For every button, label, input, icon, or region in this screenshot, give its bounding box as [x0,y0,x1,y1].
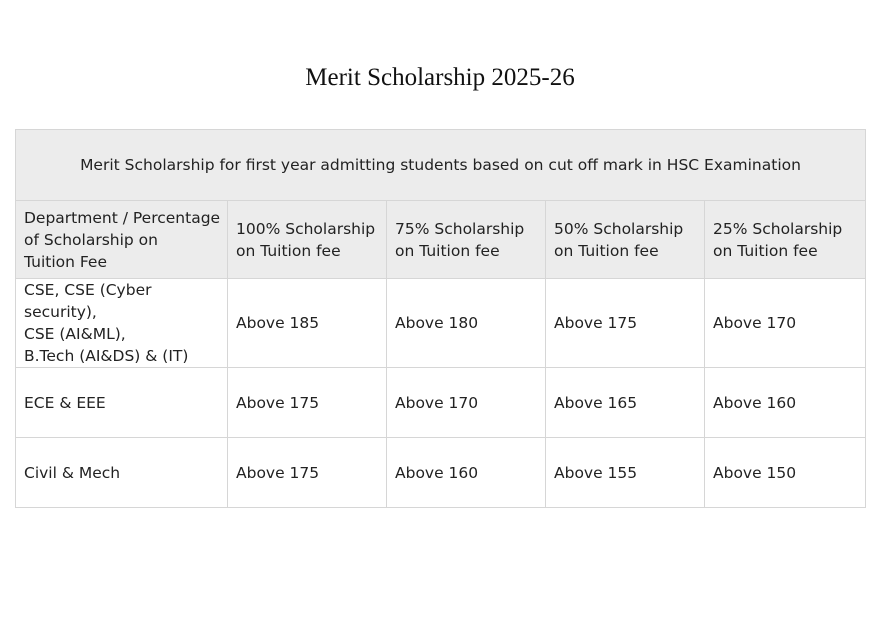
cutoff-cell: Above 170 [705,279,866,368]
department-cell: Civil & Mech [16,438,228,508]
cutoff-cell: Above 175 [228,368,387,438]
table-header-row [16,201,866,279]
column-header-department: Department / Percentage of Scholarship on Tuition Fee [16,201,228,279]
cutoff-cell: Above 165 [546,368,705,438]
cutoff-cell: Above 155 [546,438,705,508]
cutoff-cell: Above 170 [387,368,546,438]
cutoff-cell: Above 185 [228,279,387,368]
cutoff-cell: Above 150 [705,438,866,508]
table-banner: Merit Scholarship for first year admitting students based on cut off mark in HSC Examination [16,130,866,201]
table-row [16,368,866,438]
table-row [16,438,866,508]
column-header-25-percent: 25% Scholarship on Tuition fee [705,201,866,279]
department-cell: ECE & EEE [16,368,228,438]
cutoff-cell: Above 175 [546,279,705,368]
column-header-100-percent: 100% Scholarship on Tuition fee [228,201,387,279]
department-cell: CSE, CSE (Cyber security), CSE (AI&ML), B.Tech (AI&DS) & (IT) [16,279,228,368]
cutoff-cell: Above 180 [387,279,546,368]
cutoff-cell: Above 160 [705,368,866,438]
table-banner-row [16,130,866,201]
column-header-75-percent: 75% Scholarship on Tuition fee [387,201,546,279]
scholarship-table [15,129,866,508]
table-row [16,279,866,368]
cutoff-cell: Above 160 [387,438,546,508]
cutoff-cell: Above 175 [228,438,387,508]
column-header-50-percent: 50% Scholarship on Tuition fee [546,201,705,279]
page-title: Merit Scholarship 2025-26 [305,64,575,91]
